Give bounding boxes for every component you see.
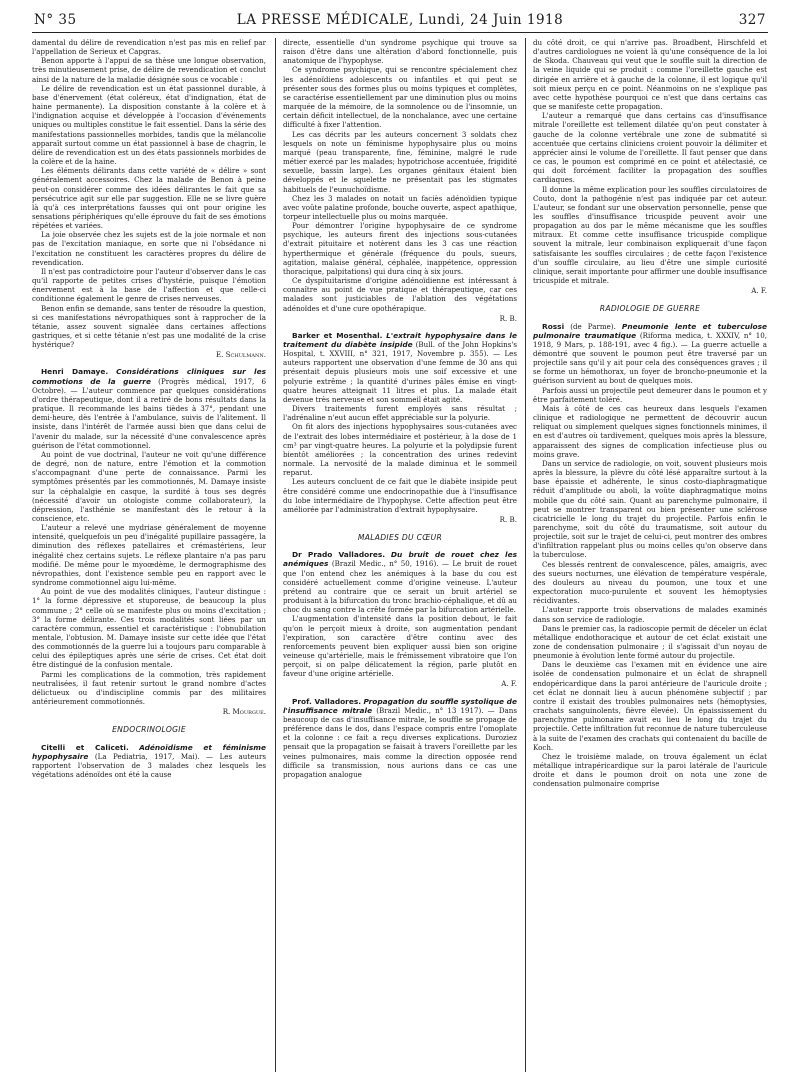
signature: R. Mourgue. bbox=[222, 707, 266, 717]
page-number: 327 bbox=[738, 12, 766, 28]
paragraph: On fit alors des injections hypophysaires sous-cutanées avec de l'extrait des lobes intermédiaire et postérieur, à la dose de 1 cm³ par vingt-quatre heures. La polyurie et la polydipsie furent bientôt améliorées ; la concentration des urines redevint normale. La nervosité de la malade diminua et le sommeil reparut. bbox=[283, 422, 517, 478]
article-text: (Progrès médical, 1917, 6 Octobre). — L'auteur commence par quelques considérations d'ordre thérapeutique, dont il a retiré de bons résultats dans la pratique. Il recommande les bains tièdes à 37°, pendant une demi-heure, dès l'entrée à l'ambulance, suivis de l'alitement. Il insiste, dans l'intérêt de l'armée aussi bien que dans celui de l'avenir du malade, sur la nécessité d'une convalescence après guérison de l'état commotionnel. bbox=[32, 376, 266, 450]
paragraph: Chez le troisième malade, on trouva également un éclat métallique intrapéricardique sur la paroi latérale de l'auricule droite et dans le poumon droit on nota une zone de condensation pulmonaire comprise bbox=[533, 751, 767, 789]
paragraph: Parfois aussi un projectile peut demeurer dans le poumon et y être parfaitement toléré. bbox=[533, 385, 767, 404]
article-author: Rossi bbox=[542, 321, 565, 331]
article-citelli bbox=[32, 743, 266, 780]
paragraph: L'augmentation d'intensité dans la position debout, le fait qu'on le perçoit mieux à droite, son augmentation pendant l'expiration, son caractère d'être continu avec des renforcements peuvent bien expliquer aussi bien son origine veineuse qu'artérielle, mais le frémissement vibratoire que l'on perçoit, si on palpe délicatement la région, parle plutôt en faveur d'une origine artérielle. bbox=[283, 614, 517, 679]
paragraph: Benon apporte à l'appui de sa thèse une longue observation, très minutieusement prise, de délire de revendication et conclut ainsi de la nature de la maladie désignée sous ce vocable : bbox=[32, 56, 266, 84]
article-text: (La Pediatria, 1917, Mai). — Les auteurs rapportent l'observation de 3 malades chez lesquels les végétations adénoïdes ont été la cause bbox=[32, 751, 266, 780]
paragraph: Dans un service de radiologie, on voit, souvent plusieurs mois après la blessure, la plèvre du côté lésé apparaître surtout à la base épaissie et adhérente, le sinus costo-diaphragmatique réduit d'amplitude ou aboli, la voûte diaphragmatique moins mobile que du côté sain. Quant au parenchyme pulmonaire, il peut se montrer transparent ou bien présenter une sclérose cicatricielle le long du trajet du projectile. Parfois enfin le parenchyme, soit du côté du traumatisme, soit autour du projectile, soit sur le trajet de celui-ci, peut montrer des ombres d'infiltration rappelant plus ou moins celles qu'on observe dans la tuberculose. bbox=[533, 458, 767, 560]
section-heading: ENDOCRINOLOGIE bbox=[112, 725, 186, 735]
paragraph: damental du délire de revendication n'est pas mis en relief par l'appellation de Serieux et Capgras. bbox=[32, 38, 266, 57]
paragraph: Ce syndrome psychique, qui se rencontre spécialement chez les adénoïdiens adolescents ou infantiles et qui peut se présenter sous des formes plus ou moins typiques et complètes, se caractérise essentiellement par une diminution plus ou moins marquée de la mémoire, de la somnolence ou de l'insomnie, un certain déficit intellectuel, de la nonchalance, avec une certaine difficulté à fixer l'attention. bbox=[283, 65, 517, 130]
article-title: Du bruit de rouet chez les anémiques bbox=[283, 550, 517, 569]
column-divider-1 bbox=[275, 38, 276, 1072]
column-1 bbox=[32, 38, 266, 1072]
paragraph: L'auteur rapporte trois observations de malades examinés dans son service de radiologie. bbox=[533, 605, 767, 624]
column-divider-2 bbox=[525, 38, 526, 1072]
article-text: (Brazil Medic., n° 50, 1916). — Le bruit de rouet que l'on entend chez les anémiques à la base du cou est considéré actuellement comme d'origine veineuse. L'auteur prétend au contraire que ce serait un bruit artériel se produisant à la bifurcation du tronc brachio-céphalique, et dû au choc du sang contre la crête formée par la bifurcation artérielle. bbox=[283, 559, 517, 615]
article-author: Citelli et Caliceti. bbox=[41, 742, 129, 752]
article-valladores bbox=[283, 697, 517, 779]
article-barker bbox=[283, 331, 517, 404]
article-prado-valladores bbox=[283, 550, 517, 614]
article-author: Prof. Valladores. bbox=[292, 696, 362, 706]
paragraph: Les auteurs concluent de ce fait que le diabète insipide peut être considéré comme une endocrinopathie due à l'insuffisance du lobe intermédiaire de l'hypophyse. Cette affection peut être améliorée par l'administration d'extrait hypophysaire. bbox=[283, 477, 517, 514]
paragraph: L'auteur a remarqué que dans certains cas d'insuffisance mitrale l'oreillette est tellement dilatée qu'on peut constater à gauche de la colonne vertébrale une zone de submatité si accentuée que certains cliniciens croient pouvoir la délimiter et apprécier ainsi le volume de l'oreillette. Il faut penser que dans ce cas, le poumon est comprimé en ce point et atélectasié, ce qui doit forcément faciliter la propagation des souffles cardiaques. bbox=[533, 111, 767, 185]
article-author: Barker et Mosenthal. bbox=[292, 330, 383, 340]
paragraph: Divers traitements furent employés sans résultat ; l'adrénaline n'eut aucun effet appréciable sur la polyurie. bbox=[283, 404, 517, 423]
article-text: (Riforma medica, t. XXXIV, n° 10, 1918, 9 Mars, p. 188-191, avec 4 fig.). — La guerre actuelle a démontré que souvent le poumon peut être traversé par un projectile sans qu'il y ait pour cela des conséquences graves ; il se forme un hémothorax, un foyer de broncho-pneumonie et la guérison survient au bout de quelques mois. bbox=[533, 330, 767, 386]
section-heading: RADIOLOGIE DE GUERRE bbox=[599, 304, 701, 314]
paragraph: Les éléments délirants dans cette variété de « délire » sont généralement accessoires. Chez la malade de Benon à peine peut-on considérer comme des idées délirantes le fait que sa persécutrice agit sur elle par suggestion. Elle ne se livre guère là qu'à ces interprétations fausses qui ont pour origine les sensations périphériques qu'elle éprouve du fait de ses émotions répétées et variées. bbox=[32, 166, 266, 231]
signature: R. B. bbox=[499, 313, 517, 323]
column-3 bbox=[533, 38, 767, 1072]
article-title: Pneumonie lente et tuberculose pulmonaire traumatique bbox=[533, 321, 767, 340]
paragraph: La joie observée chez les sujets est de la joie normale et non pas de l'excitation maniaque, en sorte que ni l'obsédance ni l'excitation ne constituent les caractères propres du délire de revendication. bbox=[32, 230, 266, 267]
paragraph: directe, essentielle d'un syndrome psychique qui trouve sa raison d'être dans une altération d'abord fonctionnelle, puis anatomique de l'hypophyse. bbox=[283, 38, 517, 66]
article-damaye bbox=[32, 367, 266, 449]
paragraph: Ces blessés rentrent de convalescence, pâles, amaigris, avec des sueurs nocturnes, une élévation de température vespérale, des douleurs au niveau du poumon, une toux et une expectoration muco-purulente et souvent les hémoptysies récidivantes. bbox=[533, 559, 767, 606]
paragraph: Dans le deuxième cas l'examen mit en évidence une aire isolée de condensation pulmonaire et un éclat de shrapnell endopéricardique dans la paroi antérieure de l'auricule droite ; cet éclat ne donnait lieu à aucun phénomène subjectif ; par contre il existait des troubles pulmonaires nets (hémoptysies, crachats sanguinolents, fièvre élevée). Un épaississement du parenchyme pulmonaire avait eu lieu le long du trajet du projectile. Cette infiltration fut reconnue de nature tuberculeuse à la suite de l'examen des crachats qui contenaient du bacille de Koch. bbox=[533, 660, 767, 752]
paragraph: du côté droit, ce qui n'arrive pas. Broadbent, Hirschfeld et d'autres cardiologues ne voient là qu'une conséquence de la loi de Skoda. Chauveau qui veut que le souffle suit la direction de la veine liquide qui se produit : comme l'oreillette gauche est dirigée en arrière et à gauche de la colonne, il est logique qu'il soit mieux perçu en ce point. Néanmoins on ne s'explique pas avec cette hypothèse pourquoi ce n'est que dans certains cas que se manifeste cette propagation. bbox=[533, 38, 767, 112]
section-heading: MALADIES DU CŒUR bbox=[357, 533, 443, 543]
article-title: Adénoïdisme et féminisme hypophysaire bbox=[32, 742, 266, 761]
paragraph: Au point de vue doctrinal, l'auteur ne voit qu'une différence de degré, non de nature, entre l'émotion et la commotion s'accompagnant d'une perte de connaissance. Parmi les symptômes présentés par les commotionnés, M. Damaye insiste sur la céphalalgie en casque, la surdité à tous ses degrés (nécessité d'avoir un otologiste comme collaborateur), la dépression, l'asthénie se manifestant dès le retour à la conscience, etc. bbox=[32, 449, 266, 523]
paragraph: Chez les 3 malades on notait un faciès adénoïdien typique avec voûte palatine profonde, bouche ouverte, aspect apathique, torpeur intellectuelle plus ou moins marquée. bbox=[283, 193, 517, 221]
article-text: (Bull. of the John Hopkins's Hospital, t. XXVIII, n° 321, 1917, Novembre p. 355). — Les auteurs rapportent une observation d'une femme de 30 ans qui présentait depuis plusieurs mois une soif excessive et une polyurie extrême ; la quantité d'urines pâles émise en vingt-quatre heures atteignait 11 litres et plus. La malade était devenue très nerveuse et son sommeil était agité. bbox=[283, 340, 517, 404]
paragraph: Parmi les complications de la commotion, très rapidement neutralisées, il faut retenir surtout le grand nombre d'actes délictueux ou d'indiscipline commis par des militaires antérieurement commotionnés. bbox=[32, 669, 266, 707]
issue-number: N° 35 bbox=[34, 12, 77, 28]
paragraph: Il donne la même explication pour les souffles circulatoires de Couto, dont la pathogénie n'est pas indiquée par cet auteur. L'auteur, se fondant sur une observation personnelle, pense que les souffles d'insuffisance tricuspide peuvent avoir une propagation au dos par le même mécanisme que les souffles mitraux. Et comme cette insuffisance tricuspide complique souvent la mitrale, leur combinaison expliquerait d'une façon satisfaisante les souffles circulaires ; de cette façon l'existence d'un souffle circulaire, au lieu d'être une simple curiosité clinique, serait importante pour affirmer une double insuffisance tricuspide et mitrale. bbox=[533, 184, 767, 286]
paragraph: Au point de vue des modalités cliniques, l'auteur distingue : 1° la forme dépressive et stuporeuse, de beaucoup la plus commune ; 2° celle où se manifeste plus ou moins d'excitation ; 3° la forme délirante. Ces trois modalités sont liées par un caractère commun, essentiel et caractéristique : l'obnubilation mentale, l'obtusion. M. Damaye insiste sur cette idée que l'état des commotionnés de la guerre lui a toujours paru comparable à celui des épileptiques après une série de crises. Cet état doit être distingué de la confusion mentale. bbox=[32, 587, 266, 670]
column-2 bbox=[283, 38, 517, 1072]
paragraph: Dans le premier cas, la radioscopie permit de déceler un éclat métallique endothoracique et autour de cet éclat existait une zone de condensation pulmonaire ; il s'agissait d'un noyau de pneumonie à évolution lente formé autour du projectile. bbox=[533, 623, 767, 661]
article-author: Dr Prado Valladores. bbox=[292, 550, 386, 560]
header-rule bbox=[32, 32, 768, 33]
paragraph: Il n'est pas contradictoire pour l'auteur d'observer dans le cas qu'il rapporte de petites crises d'hystérie, puisque l'émotion énervement est à la base de l'affection et que celle-ci conditionne également le genre de crises nerveuses. bbox=[32, 266, 266, 304]
paragraph: Mais à côté de ces cas heureux dans lesquels l'examen clinique et radiologique ne permettent de découvrir aucun reliquat ou simplement quelques signes fonctionnels minimes, il en est d'autres où tardivement, quelques mois après la blessure, apparaissent des signes de complication infectieuse plus ou moins grave. bbox=[533, 403, 767, 459]
paragraph: Le délire de revendication est un état passionnel durable, à base d'énervement (état coléreux, état d'indignation, état de haine permanente). La disposition constante à la colère et à l'indignation acquise et développée à l'occasion d'événements uniques ou multiples constitue le fait essentiel. Dans la série des manifestations passionnelles morbides, tandis que la mélancolie apparaît surtout comme un état passionnel à base de chagrin, le délire de revendication est un des états passionnels morbides de la colère et de la haine. bbox=[32, 83, 266, 167]
article-title: Considérations cliniques sur les commotions de la guerre bbox=[32, 367, 266, 386]
paragraph: Ce dyspituitarisme d'origine adénoïdienne est intéressant à connaître au point de vue pratique et thérapeutique, car ces malades sont justiciables de l'ablation des végétations adénoïdes et d'une cure opothérapique. bbox=[283, 276, 517, 313]
journal-title: LA PRESSE MÉDICALE, Lundi, 24 Juin 1918 bbox=[236, 12, 564, 28]
paragraph: L'auteur a relevé une mydriase généralement de moyenne intensité, quelquefois un peu d'inégalité pupillaire passagère, la diminution des réflexes patellaires et crémastériens, leur inégalité chez certains sujets. Le réflexe plantaire n'a pas paru modifié. De même pour le myoœdème, le dermographisme des névropathies, dont l'existence semble peu en rapport avec le syndrome commotionnel aigu lui-même. bbox=[32, 523, 266, 588]
signature: A. F. bbox=[501, 679, 517, 689]
signature: A. F. bbox=[751, 286, 767, 296]
article-text: (Brazil Medic., n° 13 1917). — Dans beaucoup de cas d'insuffisance mitrale, le souffle se propage de préférence dans le dos, dans l'espace compris entre l'omoplate et la colonne : ce fait a reçu diverses explications. Duroziez pensait que la propagation se faisait à travers l'oreillette par les veines pulmonaires, mais comme la direction opposée rend difficile sa transmission, nous aurions dans ce cas une propagation analogue bbox=[283, 705, 517, 779]
paragraph: Les cas décrits par les auteurs concernent 3 soldats chez lesquels on note un féminisme hypophysaire plus ou moins marqué (peau transparente, fine, féminine, malgré le rude métier exercé par les malades; hypotrichose accentuée, frigidité sexuelle, bassin large). Les organes génitaux étaient bien développés et le squelette ne présentait pas les stigmates habituels de l'eunuchoïdisme. bbox=[283, 129, 517, 194]
signature: E. Schulmann. bbox=[215, 350, 266, 360]
paragraph: Pour démontrer l'origine hypophysaire de ce syndrome psychique, les auteurs firent des injections sous-cutanées d'extrait pituitaire et notèrent dans les 3 cas une réaction hyperthermique et générale (fréquence du pouls, sueurs, agitation, malaise général, céphalée, inappétence, oppression thoracique, palpitations) qui dura cinq à six jours. bbox=[283, 221, 517, 276]
paragraph: Benon enfin se demande, sans tenter de résoudre la question, si ces manifestations névropathiques sont à rapprocher de la tétanie, assez souvent signalée dans certaines affections gastriques, et si cette tétanie n'est pas une modalité de la crise hystérique? bbox=[32, 303, 266, 350]
page-header bbox=[34, 12, 766, 32]
article-title: L'extrait hypophysaire dans le traitement du diabète insipide bbox=[283, 330, 517, 349]
article-rossi bbox=[533, 322, 767, 386]
signature: R. B. bbox=[499, 514, 517, 524]
article-author-origin: (de Parme). bbox=[570, 321, 616, 331]
article-title: Propagation du souffle systolique de l'insuffisance mitrale bbox=[283, 696, 517, 715]
article-author: Henri Damaye. bbox=[41, 367, 109, 377]
